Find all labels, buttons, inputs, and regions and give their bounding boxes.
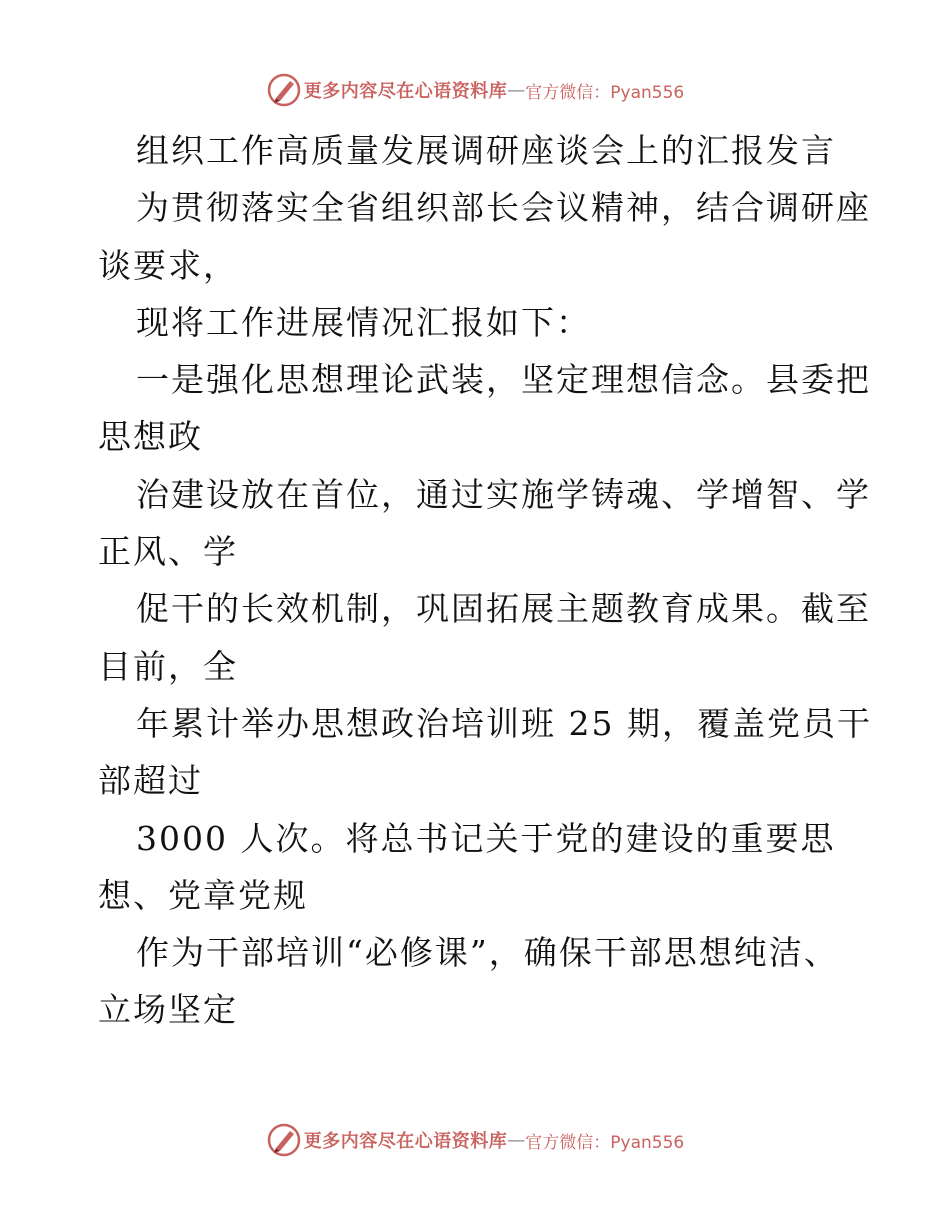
paragraph-line: 思想政 — [98, 417, 203, 457]
document-title: 组织工作高质量发展调研座谈会上的汇报发言 — [136, 131, 836, 170]
paragraph-line: 3000 人次。将总书记关于党的建设的重要思 — [136, 818, 836, 858]
paragraph-line: 一是强化思想理论武装，坚定理想信念。县委把 — [136, 360, 871, 400]
header-banner-separator: — — [507, 79, 526, 101]
paragraph-line: 想、党章党规 — [98, 875, 308, 915]
paragraph-line: 立场坚定 — [98, 990, 238, 1030]
footer-banner-separator: — — [507, 1129, 526, 1151]
header-banner — [0, 70, 950, 110]
footer-banner-text: 更多内容尽在心语资料库 — [303, 1131, 508, 1152]
paragraph-line: 部超过 — [98, 761, 203, 801]
header-wechat-id: 官方微信：Pyan556 — [525, 82, 685, 103]
pen-logo-icon — [266, 1122, 302, 1158]
header-banner-text: 更多内容尽在心语资料库 — [303, 81, 508, 102]
paragraph-line: 为贯彻落实全省组织部长会议精神，结合调研座 — [136, 188, 871, 228]
paragraph-line: 谈要求， — [98, 245, 238, 285]
paragraph-line: 年累计举办思想政治培训班 25 期，覆盖党员干 — [136, 703, 872, 743]
pen-logo-icon — [266, 72, 302, 108]
paragraph-line: 目前，全 — [98, 646, 238, 686]
paragraph-line: 作为干部培训“必修课”，确保干部思想纯洁、 — [136, 933, 839, 973]
document-body — [98, 122, 872, 1039]
paragraph-line: 治建设放在首位，通过实施学铸魂、学增智、学 — [136, 474, 871, 514]
footer-banner — [0, 1120, 950, 1160]
footer-wechat-id: 官方微信：Pyan556 — [525, 1132, 685, 1153]
paragraph-line: 促干的长效机制，巩固拓展主题教育成果。截至 — [136, 589, 871, 629]
paragraph-line: 正风、学 — [98, 532, 238, 572]
paragraph-line: 现将工作进展情况汇报如下： — [136, 302, 591, 342]
